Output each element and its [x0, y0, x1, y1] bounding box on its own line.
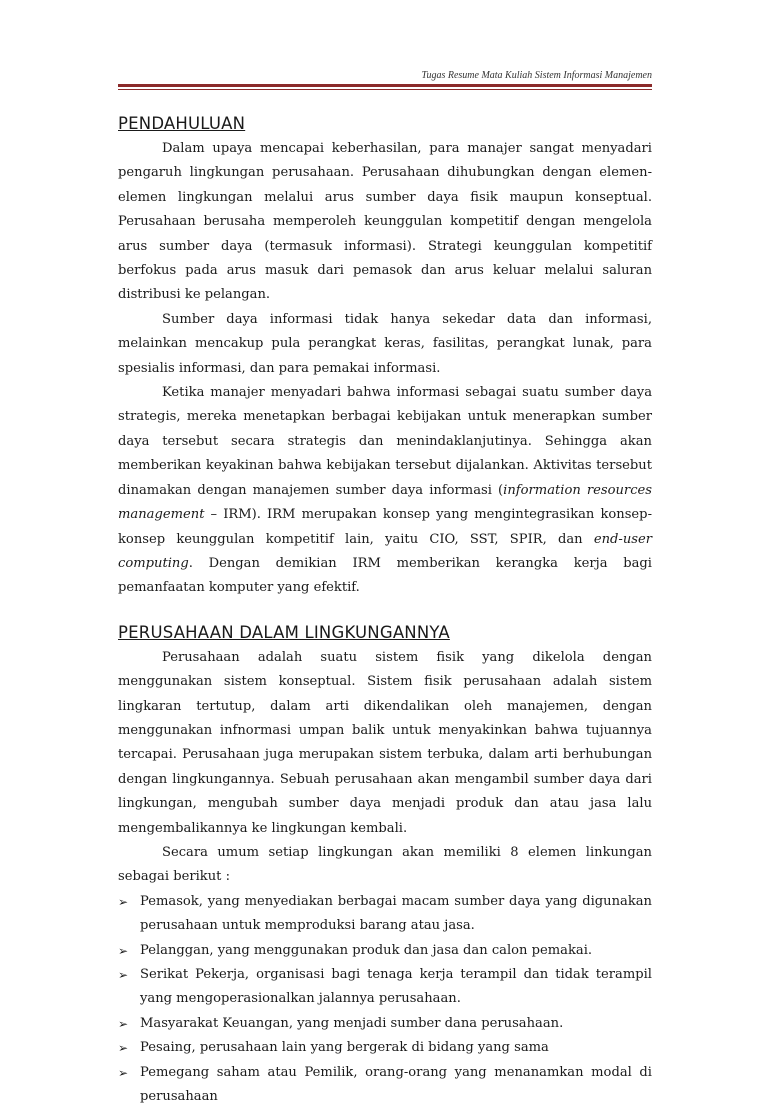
list-item-text: Pemasok, yang menyediakan berbagai macam sumber daya yang digunakan perusahaan untuk memproduksi barang atau jasa.: [140, 893, 652, 934]
paragraph: Secara umum setiap lingkungan akan memiliki 8 elemen linkungan sebagai berikut :: [118, 844, 652, 885]
header-rule-thin: [118, 89, 652, 90]
paragraph: [118, 381, 652, 601]
paragraph: Sumber daya informasi tidak hanya sekedar data dan informasi, melainkan mencakup pula perangkat keras, fasilitas, perangkat lunak, para spesialis informasi, dan para pemakai informasi.: [118, 311, 652, 376]
list-item: [118, 1036, 652, 1060]
arrow-bullet-icon: ➢: [118, 1041, 129, 1056]
arrow-bullet-icon: ➢: [118, 968, 129, 982]
section-heading-perusahaan: PERUSAHAAN DALAM LINGKUNGANNYA: [118, 622, 450, 642]
paragraph: Dalam upaya mencapai keberhasilan, para manajer sangat menyadari pengaruh lingkungan perusahaan. Perusahaan dihubungkan dengan elemen-elemen lingkungan melalui arus sumber daya fisik maupun konseptual. Perusahaan berusaha memperoleh keunggulan kompetitif dengan mengelola arus sumber daya (termasuk informasi). Strategi keunggulan kompetitif berfokus pada arus masuk dari pemasok dan arus keluar melalui saluran distribusi ke pelangan.: [118, 141, 652, 303]
element-list: [118, 890, 652, 1109]
header-rule-thick: [118, 84, 652, 87]
list-item: [118, 1012, 652, 1036]
arrow-bullet-icon: ➢: [118, 1065, 129, 1080]
document-body: [118, 114, 652, 1109]
paragraph: Perusahaan adalah suatu sistem fisik yang dikelola dengan menggunakan sistem konseptual. Sistem fisik perusahaan adalah sistem lingkaran tertutup, dalam arti dikendalikan oleh manajemen, dengan menggunakan infnormasi umpan balik untuk menyakinkan bahwa tujuannya tercapai. Perusahaan juga merupakan sistem terbuka, dalam arti berhubungan dengan lingkungannya. Sebuah perusahaan akan mengambil sumber daya dari lingkungan, mengubah sumber daya menjadi produk dan atau jasa lalu mengembalikannya ke lingkungan kembali.: [118, 649, 652, 836]
text-run: . Dengan demikian IRM memberikan kerangka kerja bagi pemanfaatan komputer yang efektif.: [118, 555, 652, 596]
arrow-bullet-icon: ➢: [118, 1016, 129, 1031]
arrow-bullet-icon: ➢: [118, 894, 129, 909]
list-item-text: Pemegang saham atau Pemilik, orang-orang yang menanamkan modal di perusahaan: [140, 1064, 652, 1105]
list-item: [118, 890, 652, 939]
list-item-text: Pesaing, perusahaan lain yang bergerak di bidang yang sama: [140, 1040, 549, 1056]
list-item: [118, 1061, 652, 1109]
list-item-text: Serikat Pekerja, organisasi bagi tenaga kerja terampil dan tidak terampil yang mengoperasionalkan jalannya perusahaan.: [140, 967, 652, 1007]
list-item-text: Masyarakat Keuangan, yang menjadi sumber dana perusahaan.: [140, 1015, 564, 1031]
list-item-text: Pelanggan, yang menggunakan produk dan jasa dan calon pemakai.: [140, 942, 593, 958]
text-run: – IRM). IRM merupakan konsep yang mengintegrasikan konsep-konsep keunggulan kompetitif lain, yaitu CIO, SST, SPIR, dan: [118, 507, 652, 547]
italic-term: end-user computing: [118, 531, 652, 571]
list-item: [118, 963, 652, 1012]
running-header: Tugas Resume Mata Kuliah Sistem Informasi Manajemen: [421, 70, 652, 81]
section-heading-pendahuluan: PENDAHULUAN: [118, 114, 246, 133]
text-run: Ketika manajer menyadari bahwa informasi sebagai suatu sumber daya strategis, mereka menetapkan berbagai kebijakan untuk menerapkan sumber daya tersebut secara strategis dan menindaklanjutinya. Sehingga akan memberikan keyakinan bahwa kebijakan tersebut dijalankan. Aktivitas tersebut dinamakan dengan manajemen sumber daya informasi (: [118, 385, 652, 498]
italic-term: information resources management: [118, 482, 652, 523]
list-item: [118, 939, 652, 963]
arrow-bullet-icon: ➢: [118, 943, 129, 958]
